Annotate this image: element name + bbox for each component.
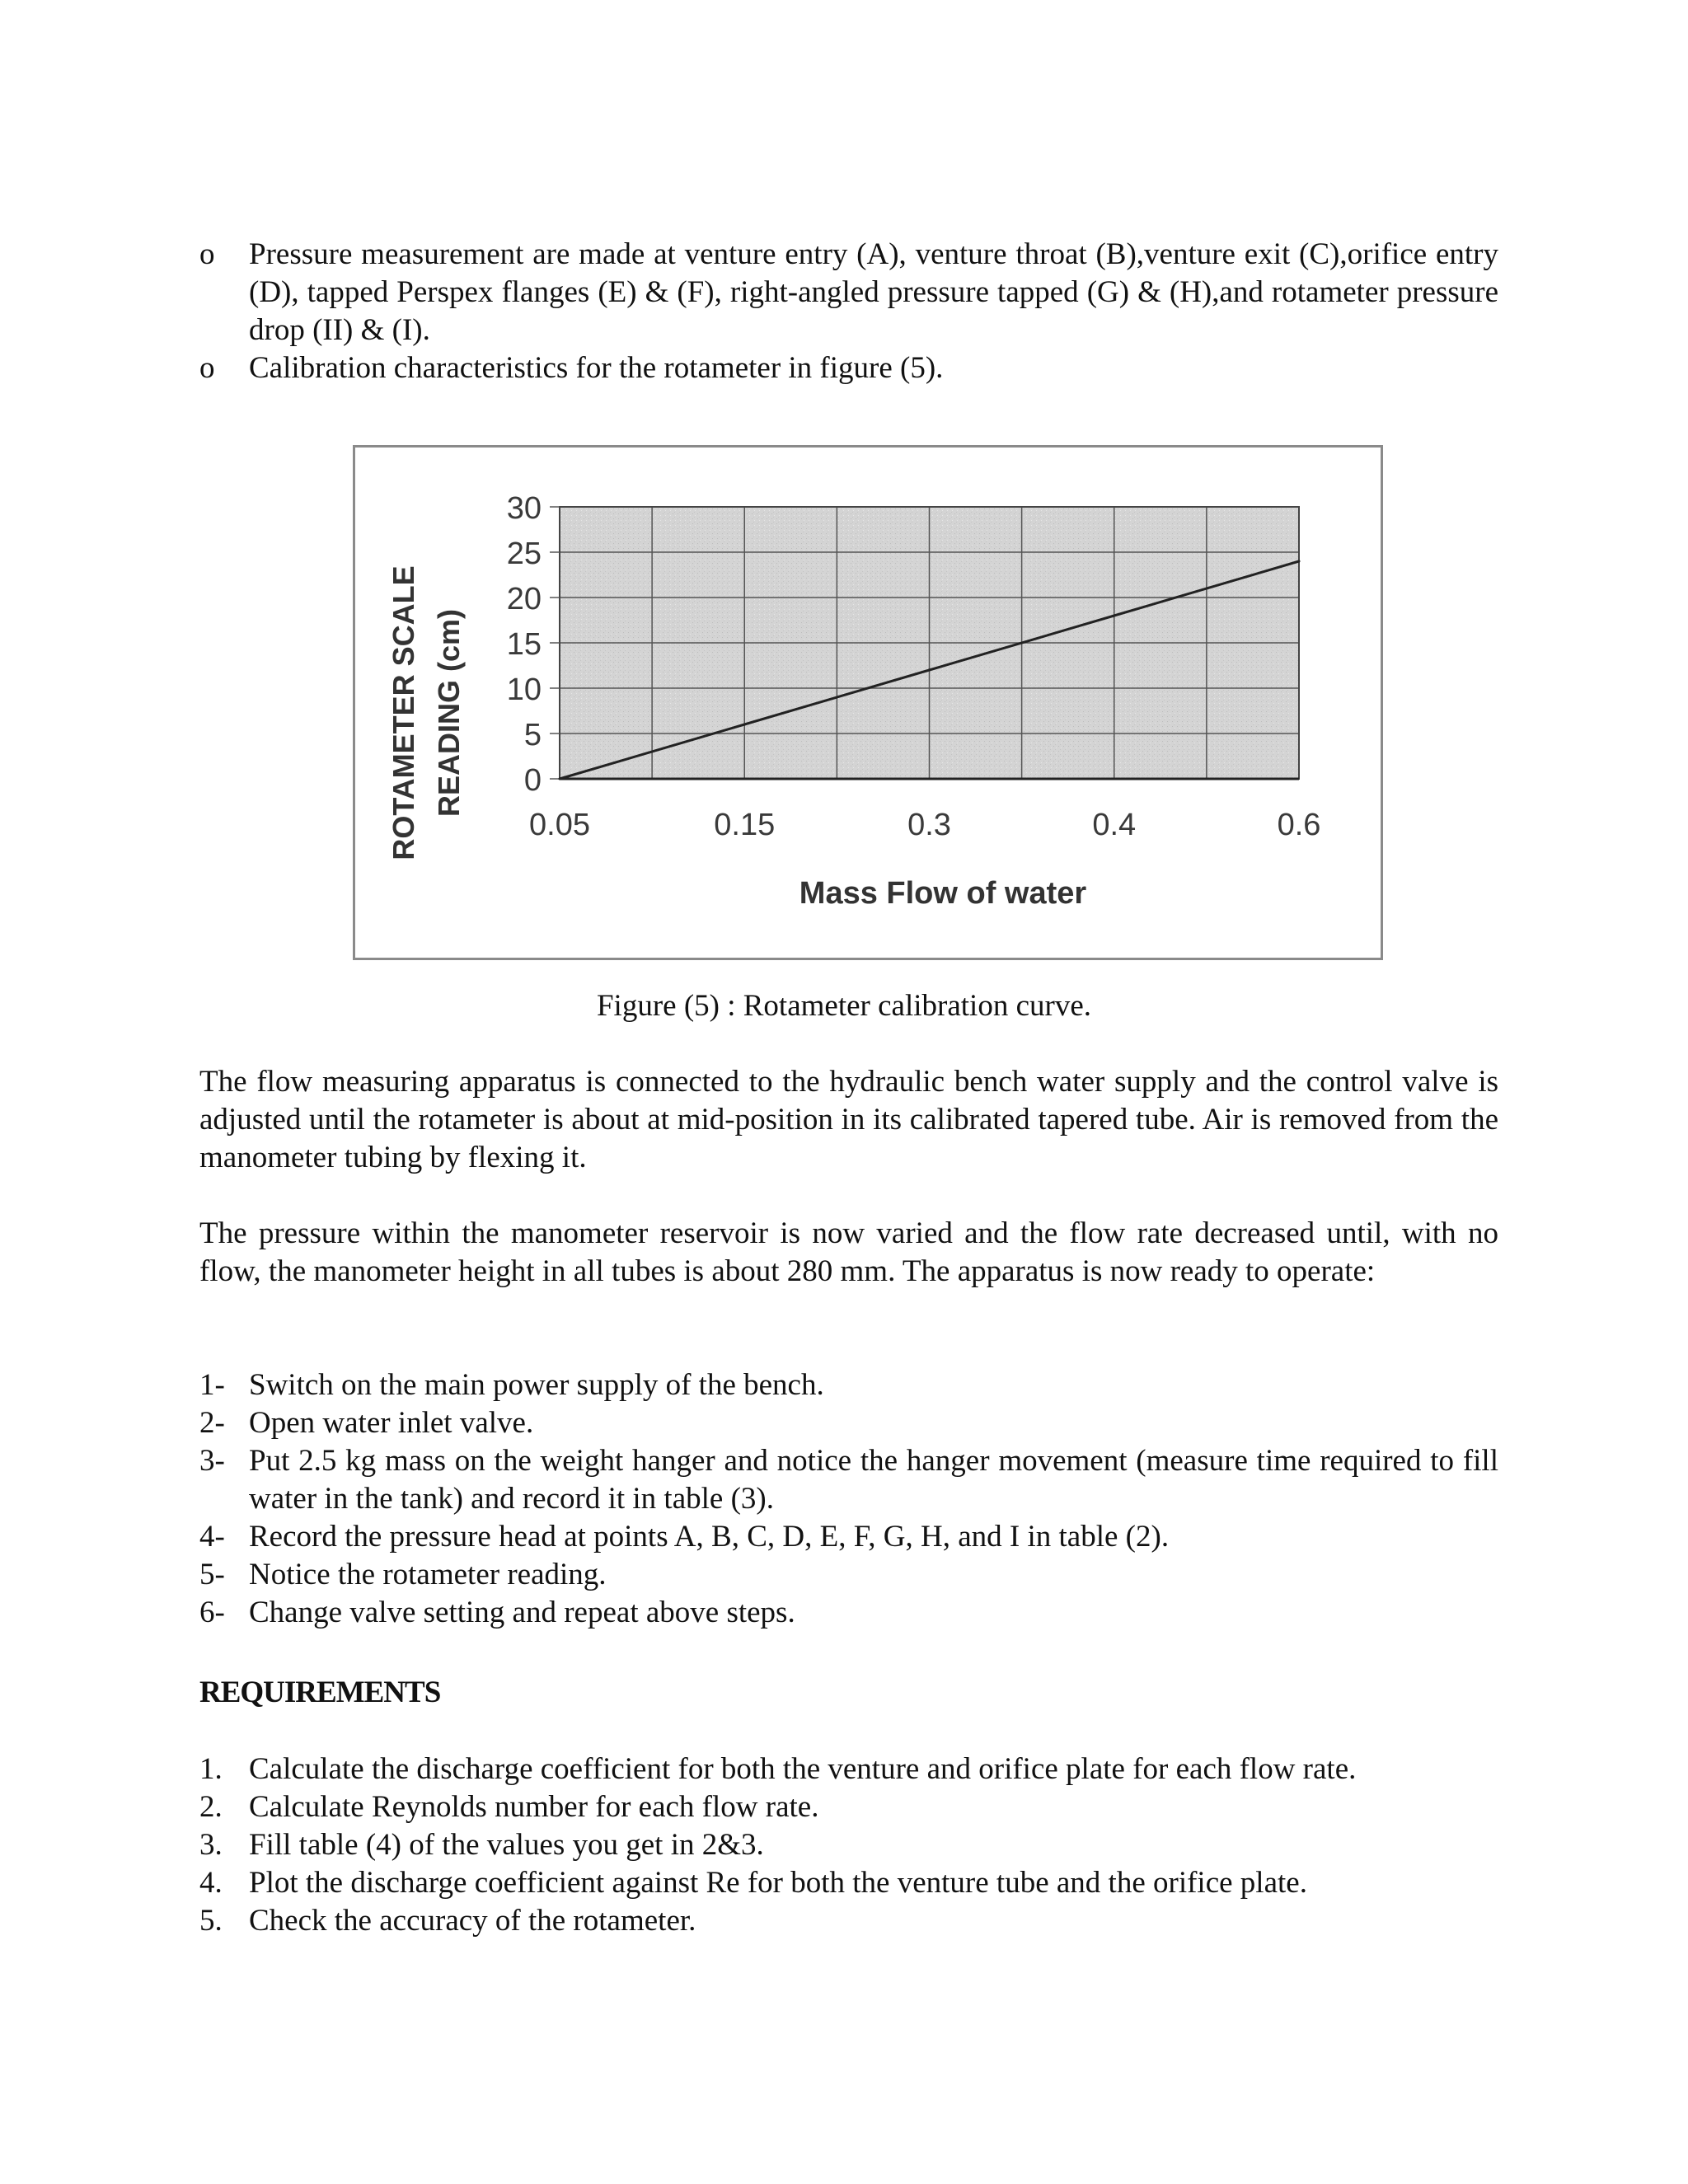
data-point: [928, 669, 931, 672]
paragraph-setup: The flow measuring apparatus is connected to the hydraulic bench water supply and the control valve is adjusted until the rotameter is about at mid-position in its calibrated tapered tube. Air is removed from the manometer tubing by flexing it.: [199, 1065, 1498, 1174]
data-point: [1298, 560, 1301, 563]
bullet-item: [199, 349, 1498, 387]
requirement-marker: 3.: [199, 1828, 223, 1862]
data-point: [559, 778, 561, 780]
x-axis-title: Mass Flow of water: [799, 876, 1087, 911]
rotameter-calibration-figure: [353, 445, 1383, 960]
step-marker: 5-: [199, 1558, 225, 1591]
procedure-step: [199, 1594, 1498, 1632]
paragraph-pressure: The pressure within the manometer reservoir is now varied and the flow rate decreased until, with no flow, the manometer height in all tubes is about 280 mm. The apparatus is now ready to operate:: [199, 1216, 1498, 1288]
requirement-marker: 5.: [199, 1904, 223, 1938]
requirement-text: Fill table (4) of the values you get in 2&3.: [249, 1828, 764, 1862]
step-marker: 3-: [199, 1444, 225, 1478]
procedure-step: [199, 1442, 1498, 1518]
y-tick-label: 20: [506, 582, 542, 616]
step-marker: 4-: [199, 1520, 225, 1554]
data-point: [743, 724, 746, 726]
procedure-step: [199, 1404, 1498, 1442]
requirement-text: Calculate the discharge coefficient for both the venture and orifice plate for each flow rate.: [249, 1752, 1357, 1786]
requirement-item: [199, 1750, 1498, 1788]
requirement-marker: 2.: [199, 1790, 223, 1824]
requirements-heading: REQUIREMENTS: [199, 1675, 441, 1709]
y-axis-title-line2: READING (cm): [432, 608, 466, 818]
step-marker: 6-: [199, 1596, 225, 1629]
x-tick-label: 0.15: [714, 808, 776, 842]
requirement-item: [199, 1902, 1498, 1940]
requirement-item: [199, 1826, 1498, 1864]
data-point: [1113, 615, 1115, 617]
bullet-text: Pressure measurement are made at venture entry (A), venture throat (B),venture exit (C),orifice entry (D), tapped Perspex flanges (E) & (F), right-angled pressure tapped (G) & (H),and rotameter pressure drop (II) & (I).: [249, 237, 1498, 347]
x-tick-label: 0.3: [907, 808, 951, 842]
requirement-marker: 4.: [199, 1866, 223, 1900]
procedure-step: [199, 1556, 1498, 1594]
step-marker: 2-: [199, 1406, 225, 1440]
step-text: Record the pressure head at points A, B, C, D, E, F, G, H, and I in table (2).: [249, 1520, 1170, 1554]
x-tick-label: 0.6: [1277, 808, 1321, 842]
bullet-item: [199, 236, 1498, 349]
step-marker: 1-: [199, 1368, 225, 1402]
y-axis-title-line1: ROTAMETER SCALE: [387, 565, 420, 860]
y-tick-label: 25: [506, 537, 542, 571]
step-text: Change valve setting and repeat above steps.: [249, 1596, 795, 1629]
bullet-marker: o: [199, 351, 215, 385]
y-tick-label: 10: [506, 673, 542, 707]
y-tick-label: 30: [506, 491, 542, 526]
requirement-item: [199, 1864, 1498, 1902]
requirement-text: Calculate Reynolds number for each flow rate.: [249, 1790, 819, 1824]
requirement-marker: 1.: [199, 1752, 223, 1786]
step-text: Put 2.5 kg mass on the weight hanger and notice the hanger movement (measure time required to fill water in the tank) and record it in table (3).: [249, 1444, 1498, 1516]
y-tick-label: 5: [523, 718, 542, 752]
requirement-text: Check the accuracy of the rotameter.: [249, 1904, 696, 1938]
requirement-text: Plot the discharge coefficient against Re for both the venture tube and the orifice plate.: [249, 1866, 1307, 1900]
bullet-marker: o: [199, 237, 215, 271]
y-tick-label: 0: [523, 763, 542, 798]
requirement-item: [199, 1788, 1498, 1826]
procedure-step: [199, 1366, 1498, 1404]
calibration-chart: [355, 448, 1381, 958]
y-tick-label: 15: [506, 627, 542, 662]
procedure-step: [199, 1518, 1498, 1556]
step-text: Notice the rotameter reading.: [249, 1558, 607, 1591]
x-tick-label: 0.4: [1092, 808, 1137, 842]
figure-caption: Figure (5) : Rotameter calibration curve.: [596, 989, 1091, 1023]
x-tick-label: 0.05: [529, 808, 590, 842]
bullet-text: Calibration characteristics for the rotameter in figure (5).: [249, 351, 944, 385]
step-text: Switch on the main power supply of the bench.: [249, 1368, 824, 1402]
step-text: Open water inlet valve.: [249, 1406, 534, 1440]
